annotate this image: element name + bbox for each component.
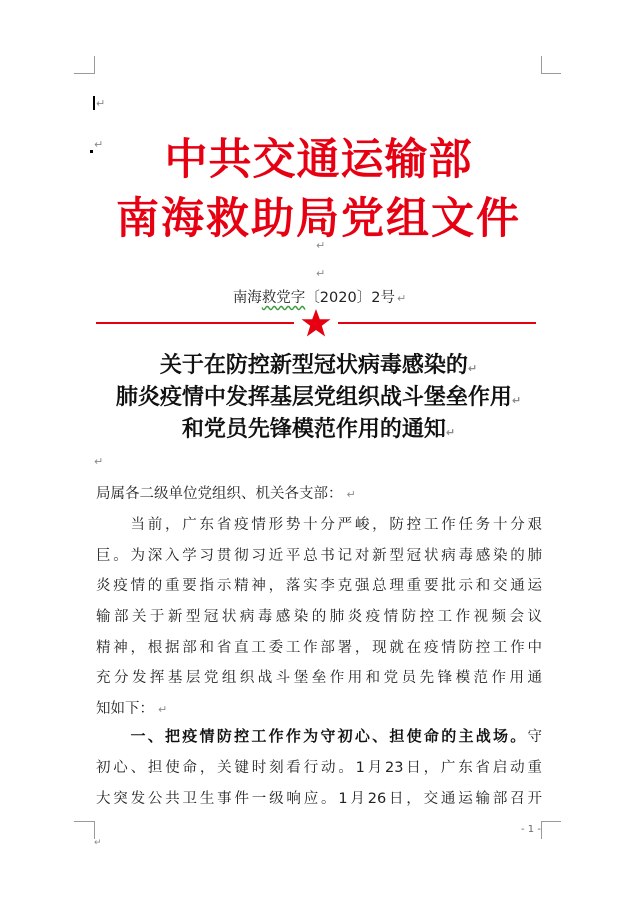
crop-mark-bottom-left-h [74, 821, 94, 822]
body-line: 当前，广东省疫情形势十分严峻，防控工作任务十分艰 [96, 517, 542, 533]
crop-mark-bottom-right-v [541, 821, 542, 839]
crop-mark-bottom-left-v [94, 821, 95, 839]
page-number: - 1 - [521, 824, 541, 835]
crop-mark-top-left-h [74, 73, 94, 74]
header-title-line1: 中共交通运输部 [164, 135, 473, 185]
notice-title-line2: 肺炎疫情中发挥基层党组织战斗堡垒作用 ↵ [0, 380, 637, 411]
notice-title-line3: 和党员先锋模范作用的通知 ↵ [0, 412, 637, 443]
crop-mark-top-right-h [541, 73, 561, 74]
paragraph-mark-icon [468, 362, 477, 375]
paragraph-mark-icon [347, 488, 356, 501]
body-line: 炎疫情的重要指示精神，落实李克强总理重要批示和交通运 [96, 578, 542, 594]
paragraph-mark-icon [94, 838, 102, 849]
paragraph-mark-icon [158, 703, 167, 716]
body-line: 大突发公共卫生事件一级响应。1月26日，交通运输部召开 [96, 791, 542, 807]
body-line: 充分发挥基层党组织战斗堡垒作用和党员先锋模范作用通 [96, 670, 542, 686]
body-line: 知如下： ↵ [96, 697, 542, 718]
paragraph-mark-icon [94, 456, 103, 467]
red-separator-right [338, 322, 536, 324]
doc-number-squiggle: 救党字 [261, 290, 306, 306]
section-heading: 一、把疫情防控工作作为守初心、担使命的主战场。 [96, 727, 528, 745]
section-heading-line: 一、把疫情防控工作作为守初心、担使命的主战场。守 [96, 727, 542, 745]
notice-title-line1: 关于在防控新型冠状病毒感染的 ↵ [0, 348, 637, 379]
doc-number-prefix: 南海 [232, 290, 262, 306]
paragraph-mark-icon [397, 292, 406, 305]
red-star-icon [300, 308, 332, 338]
body-line: 初心、担使命，关键时刻看行动。1月23日，广东省启动重 [96, 760, 542, 776]
text-cursor [93, 96, 95, 110]
body-line: 精神，根据部和省直工委工作部署，现就在疫情防控工作中 [96, 640, 542, 656]
paragraph-mark-icon [316, 268, 325, 279]
red-separator-left [96, 322, 294, 324]
crop-mark-top-left-v [94, 56, 95, 74]
paragraph-mark-icon [316, 240, 325, 251]
crop-mark-bottom-right-h [541, 821, 561, 822]
doc-number-rest: 〔2020〕2号 [305, 290, 395, 306]
body-line: 输部关于新型冠状病毒感染的肺炎疫情防控工作视频会议 [96, 609, 542, 625]
paragraph-mark-icon [446, 426, 455, 439]
paragraph-mark-icon [96, 98, 105, 109]
body-line: 巨。为深入学习贯彻习近平总书记对新型冠状病毒感染的肺 [96, 548, 542, 564]
document-number [0, 286, 637, 307]
paragraph-mark-icon [512, 394, 521, 407]
crop-mark-top-right-v [541, 56, 542, 74]
salutation: 局属各二级单位党组织、机关各支部： ↵ [96, 482, 542, 503]
header-title-line2: 南海救助局党组文件 [116, 194, 521, 244]
